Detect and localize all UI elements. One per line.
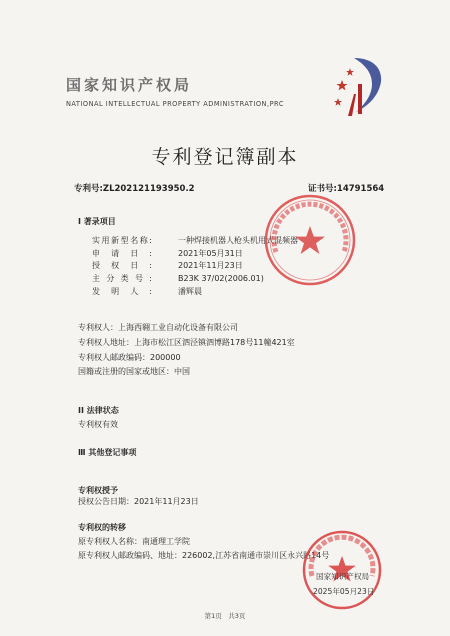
org-name-en: NATIONAL INTELLECTUAL PROPERTY ADMINISTRATION,PRC — [66, 100, 284, 108]
row-value: 潘辉晨 — [178, 287, 202, 297]
row-label: 发明人: — [92, 287, 152, 297]
org-name-cn: 国家知识产权局 — [66, 76, 193, 94]
grant-date: 授权公告日期：2021年11月23日 — [78, 497, 199, 506]
patentee-address: 专利权人地址：上海市松江区泗泾镇泗博路178号11幢421室 — [78, 338, 295, 347]
patentee-postcode: 专利权人邮政编码：200000 — [78, 353, 181, 362]
row-value: 2021年11月23日 — [178, 261, 243, 271]
row-label: 授权日: — [92, 261, 152, 271]
patent-number: 专利号:ZL202121193950.2 — [74, 184, 195, 194]
section3-heading: Ⅲ 其他登记事项 — [78, 448, 137, 457]
row-label: 申请日: — [92, 248, 152, 258]
section1-heading: I 著录项目 — [78, 217, 116, 226]
certificate-number: 证书号:14791564 — [308, 184, 385, 194]
office-seal-stamp — [300, 528, 384, 612]
cnipa-logo — [334, 54, 384, 118]
issue-date: 2025年05月23日 — [313, 587, 375, 596]
row-value: 2021年05月31日 — [178, 248, 243, 258]
patentee-region: 国籍或注册的国家或地区：中国 — [78, 367, 190, 376]
issuing-org: 国家知识产权局 — [316, 572, 370, 581]
company-seal-stamp — [262, 192, 358, 288]
section2-heading: II 法律状态 — [78, 406, 119, 415]
transfer-heading: 专利权的转移 — [78, 523, 126, 532]
grant-heading: 专利权授予 — [78, 486, 118, 495]
patentee-name: 专利权人：上海西翱工业自动化设备有限公司 — [78, 323, 238, 332]
page-footer: 第1页 共3页 — [204, 612, 246, 620]
row-value: B23K 37/02(2006.01) — [178, 274, 264, 284]
former-address: 原专利权人邮政编码、地址：226002,江苏省南通市崇川区永兴路14号 — [78, 551, 330, 560]
former-patentee: 原专利权人名称：南通理工学院 — [78, 537, 190, 546]
row-label: 主分类号: — [92, 274, 152, 284]
legal-status: 专利权有效 — [78, 420, 118, 429]
row-label: 实用新型名称: — [92, 235, 152, 245]
document-title: 专利登记簿副本 — [151, 146, 299, 168]
row-value: 一种焊接机器人枪头机用式混频器 — [178, 235, 298, 245]
